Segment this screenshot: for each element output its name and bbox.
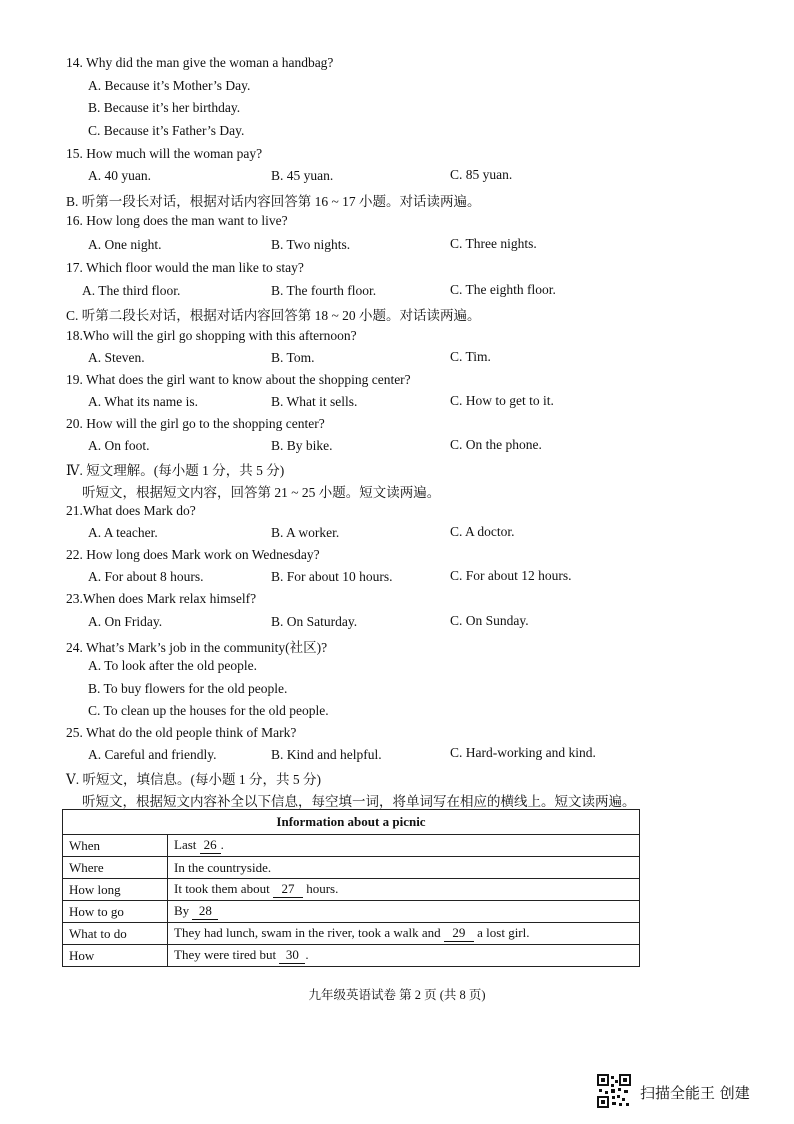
table-row [63, 923, 640, 945]
row-value-when [168, 835, 640, 857]
row-value-how [168, 945, 640, 967]
question-16-option-a: A. One night. [88, 237, 162, 252]
question-19-option-b: B. What it sells. [271, 394, 358, 409]
row-value-how-to-go [168, 901, 640, 923]
question-15-option-b: B. 45 yuan. [271, 168, 334, 183]
question-16-option-b: B. Two nights. [271, 237, 351, 252]
question-19-option-c: C. How to get to it. [450, 393, 554, 408]
question-17-option-a: A. The third floor. [82, 283, 181, 298]
question-23-stem: 23.When does Mark relax himself? [66, 591, 257, 606]
question-14-option-c: C. Because it’s Father’s Day. [88, 123, 245, 138]
section-c-instruction: C. 听第二段长对话，根据对话内容回答第 18 ~ 20 小题。对话读两遍。 [66, 308, 481, 323]
question-23-option-c: C. On Sunday. [450, 613, 529, 628]
question-20-option-a: A. On foot. [88, 438, 150, 453]
blank-30[interactable]: 30 [279, 947, 305, 964]
question-25-stem: 25. What do the old people think of Mark? [66, 725, 297, 740]
question-15-option-c: C. 85 yuan. [450, 167, 513, 182]
question-25-option-c: C. Hard-working and kind. [450, 745, 596, 760]
row-label-when: When [63, 835, 168, 857]
blank-27[interactable]: 27 [273, 881, 303, 898]
how-to-go-text: By [174, 903, 190, 918]
picnic-info-table [62, 809, 640, 967]
row-label-how-to-go: How to go [63, 901, 168, 923]
question-19-stem: 19. What does the girl want to know about the shopping center? [66, 372, 411, 387]
question-21-option-a: A. A teacher. [88, 525, 158, 540]
when-post-text: . [220, 837, 224, 852]
how-long-text: It took them about [174, 881, 270, 896]
row-value-how-long [168, 879, 640, 901]
qr-code-icon [597, 1074, 631, 1108]
question-23-option-b: B. On Saturday. [271, 614, 358, 629]
question-20-stem: 20. How will the girl go to the shopping center? [66, 416, 325, 431]
question-14-option-b: B. Because it’s her birthday. [88, 100, 241, 115]
row-value-what-to-do [168, 923, 640, 945]
what-to-do-post-text: a lost girl. [477, 925, 530, 940]
row-label-where: Where [63, 857, 168, 879]
question-20-option-c: C. On the phone. [450, 437, 542, 452]
row-value-where: In the countryside. [168, 857, 640, 879]
question-25-option-a: A. Careful and friendly. [88, 747, 217, 762]
question-24-stem: 24. What’s Mark’s job in the community(社区)? [66, 640, 328, 655]
question-22-option-b: B. For about 10 hours. [271, 569, 393, 584]
section-5-title: Ⅴ. 听短文，填信息。(每小题 1 分，共 5 分) [66, 772, 321, 787]
blank-26[interactable]: 26 [200, 837, 221, 854]
page-footer: 九年级英语试卷 第 2 页 (共 8 页) [308, 988, 486, 1002]
when-text: Last [174, 837, 197, 852]
section-b-instruction: B. 听第一段长对话，根据对话内容回答第 16 ~ 17 小题。对话读两遍。 [66, 194, 481, 209]
scanner-brand-watermark: 扫描全能王 创建 [640, 1084, 750, 1102]
table-title: Information about a picnic [63, 810, 640, 835]
question-17-option-b: B. The fourth floor. [271, 283, 377, 298]
question-16-option-c: C. Three nights. [450, 236, 537, 251]
row-label-how-long: How long [63, 879, 168, 901]
question-22-stem: 22. How long does Mark work on Wednesday? [66, 547, 320, 562]
question-18-option-b: B. Tom. [271, 350, 315, 365]
how-post-text: . [305, 947, 309, 962]
question-15-option-a: A. 40 yuan. [88, 168, 151, 183]
question-17-stem: 17. Which floor would the man like to stay? [66, 260, 304, 275]
question-16-stem: 16. How long does the man want to live? [66, 213, 288, 228]
question-21-option-b: B. A worker. [271, 525, 340, 540]
table-row [63, 945, 640, 967]
table-row [63, 857, 640, 879]
question-21-stem: 21.What does Mark do? [66, 503, 196, 518]
row-label-how: How [63, 945, 168, 967]
question-14-stem: 14. Why did the man give the woman a handbag? [66, 55, 334, 70]
question-18-option-c: C. Tim. [450, 349, 491, 364]
section-5-instruction: 听短文，根据短文内容补全以下信息，每空填一词，将单词写在相应的横线上。短文读两遍。 [82, 794, 636, 809]
section-4-title: Ⅳ. 短文理解。(每小题 1 分，共 5 分) [66, 463, 285, 478]
question-25-option-b: B. Kind and helpful. [271, 747, 382, 762]
table-row [63, 879, 640, 901]
question-22-option-a: A. For about 8 hours. [88, 569, 204, 584]
section-4-instruction: 听短文，根据短文内容，回答第 21 ~ 25 小题。短文读两遍。 [82, 485, 441, 500]
question-20-option-b: B. By bike. [271, 438, 333, 453]
question-22-option-c: C. For about 12 hours. [450, 568, 572, 583]
what-to-do-text: They had lunch, swam in the river, took a walk and [174, 925, 441, 940]
question-21-option-c: C. A doctor. [450, 524, 515, 539]
question-24-option-a: A. To look after the old people. [88, 658, 258, 673]
how-text: They were tired but [174, 947, 277, 962]
blank-29[interactable]: 29 [444, 925, 474, 942]
question-24-option-b: B. To buy flowers for the old people. [88, 681, 288, 696]
question-18-option-a: A. Steven. [88, 350, 145, 365]
row-label-what-to-do: What to do [63, 923, 168, 945]
question-18-stem: 18.Who will the girl go shopping with this afternoon? [66, 328, 357, 343]
question-14-option-a: A. Because it’s Mother’s Day. [88, 78, 251, 93]
question-15-stem: 15. How much will the woman pay? [66, 146, 263, 161]
table-row [63, 835, 640, 857]
question-24-option-c: C. To clean up the houses for the old people. [88, 703, 329, 718]
question-17-option-c: C. The eighth floor. [450, 282, 556, 297]
question-19-option-a: A. What its name is. [88, 394, 198, 409]
blank-28[interactable]: 28 [192, 903, 218, 920]
question-23-option-a: A. On Friday. [88, 614, 163, 629]
how-long-post-text: hours. [306, 881, 339, 896]
table-row [63, 901, 640, 923]
